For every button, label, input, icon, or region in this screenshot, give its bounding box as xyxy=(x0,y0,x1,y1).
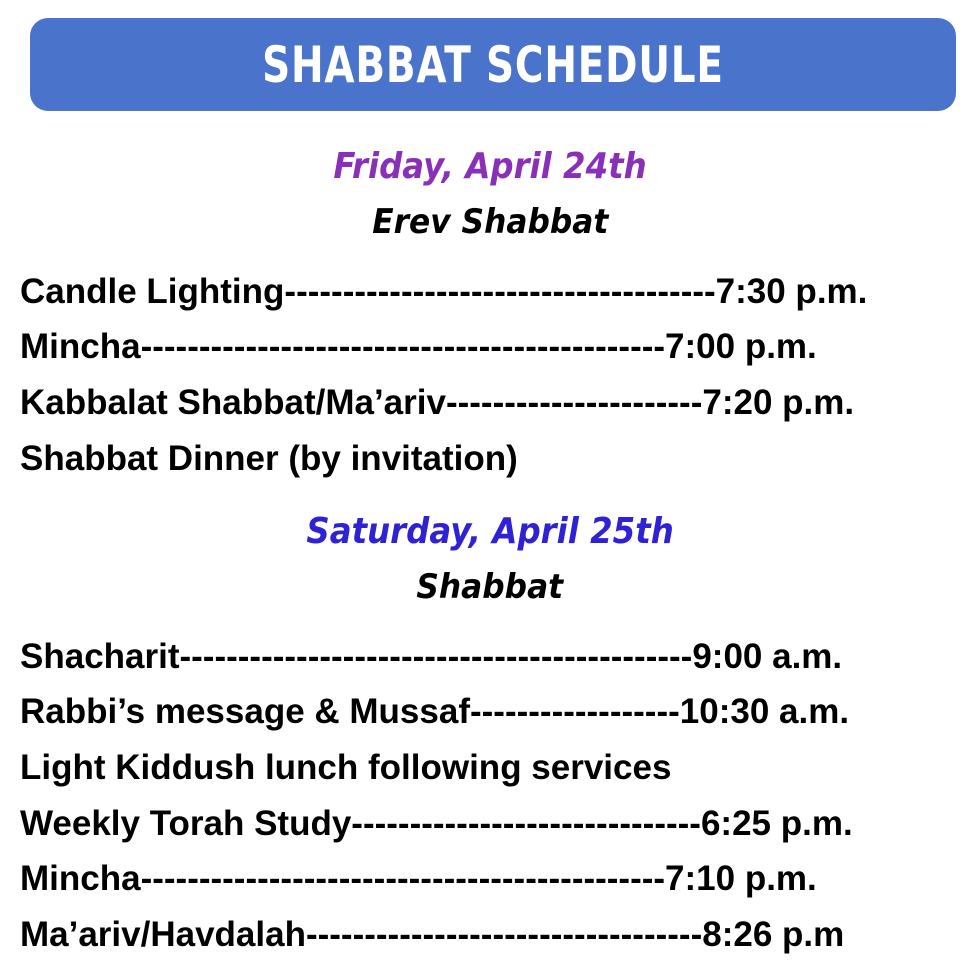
saturday-subtitle-text: Shabbat xyxy=(416,567,564,607)
page-title: SHABBAT SCHEDULE xyxy=(262,35,724,94)
friday-date-heading xyxy=(0,146,980,187)
schedule-item-mincha-saturday: Mincha---------------------------------------------7:10 p.m. xyxy=(20,859,817,898)
schedule-item-kabbalat-shabbat: Kabbalat Shabbat/Ma’ariv----------------------7:20 p.m. xyxy=(20,383,855,422)
saturday-subtitle xyxy=(0,567,980,607)
schedule-item-shacharit: Shacharit--------------------------------------------9:00 a.m. xyxy=(20,637,843,676)
schedule-item-mincha-friday: Mincha---------------------------------------------7:00 p.m. xyxy=(20,327,817,366)
saturday-date-heading xyxy=(0,511,980,552)
schedule-banner xyxy=(30,18,956,111)
schedule-item-shabbat-dinner: Shabbat Dinner (by invitation) xyxy=(20,439,518,478)
schedule-item-maariv-havdalah: Ma’ariv/Havdalah----------------------------------8:26 p.m xyxy=(20,915,845,954)
friday-date-text: Friday, April 24th xyxy=(333,146,647,187)
schedule-item-rabbis-message-mussaf: Rabbi’s message & Mussaf------------------10:30 a.m. xyxy=(20,692,850,731)
schedule-item-kiddush-lunch: Light Kiddush lunch following services xyxy=(20,748,672,787)
friday-subtitle xyxy=(0,202,980,242)
schedule-item-torah-study: Weekly Torah Study------------------------------6:25 p.m. xyxy=(20,804,853,843)
saturday-date-text: Saturday, April 25th xyxy=(306,511,674,552)
friday-subtitle-text: Erev Shabbat xyxy=(371,202,609,242)
schedule-item-candle-lighting: Candle Lighting-------------------------------------7:30 p.m. xyxy=(20,272,868,311)
